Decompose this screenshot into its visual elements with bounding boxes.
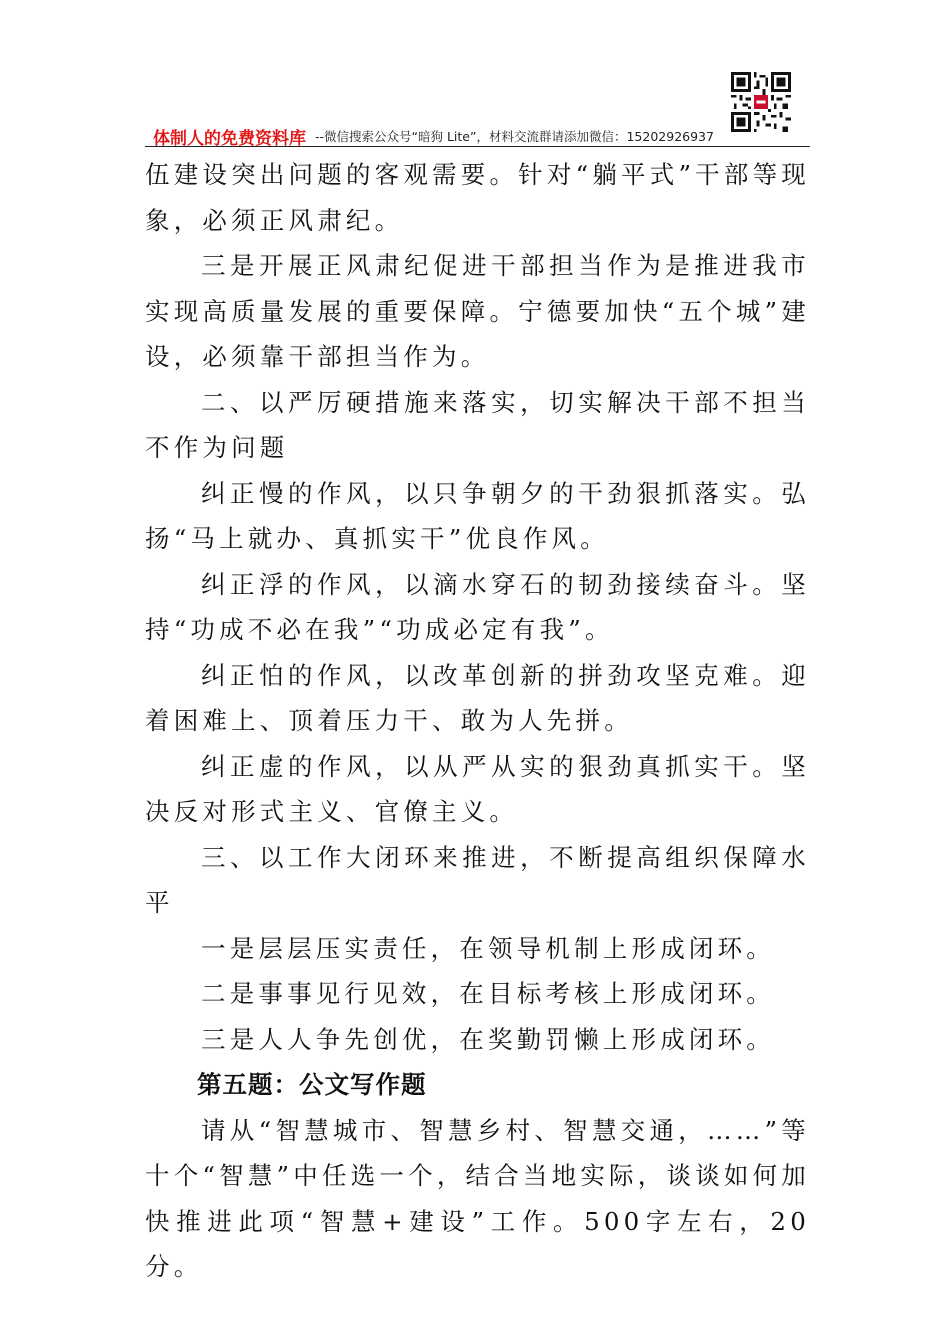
question-text: 请从“智慧城市、智慧乡村、智慧交通，……”等十个“智慧”中任选一个，结合当地实际，谈谈如何加快推进此项“智慧+建设”工作。500字左右，20分。 [145,1115,810,1281]
paragraph: 伍建设突出问题的客观需要。针对“躺平式”干部等现象，必须正风肃纪。 [145,160,810,235]
section-heading: 二、以严厉硬措施来落实，切实解决干部不担当不作为问题 [145,387,810,462]
qr-code-icon [731,72,791,132]
paragraph: 纠正慢的作风，以只争朝夕的干劲狠抓落实。弘扬“马上就办、真抓实干”优良作风。 [145,478,810,553]
header-subtitle: --微信搜索公众号“暗狗 Lite”，材料交流群请添加微信：15202926937 [315,129,714,144]
paragraph: 三是人人争先创优，在奖勤罚懒上形成闭环。 [201,1024,775,1054]
section-heading: 三、以工作大闭环来推进，不断提高组织保障水平 [145,842,810,917]
page-header [145,68,810,149]
paragraph: 纠正怕的作风，以改革创新的拼劲攻坚克难。迎着困难上、顶着压力干、敢为人先拼。 [145,660,810,735]
paragraph: 纠正浮的作风，以滴水穿石的韧劲接续奋斗。坚持“功成不必在我”“功成必定有我”。 [145,569,810,644]
paragraph: 二是事事见行见效，在目标考核上形成闭环。 [201,979,775,1008]
paragraph: 一是层层压实责任，在领导机制上形成闭环。 [201,933,775,963]
document-body [145,152,810,1290]
question-title: 第五题：公文写作题 [197,1070,427,1099]
header-divider [145,146,810,147]
paragraph: 三是开展正风肃纪促进干部担当作为是推进我市实现高质量发展的重要保障。宁德要加快“五个城”建设，必须靠干部担当作为。 [145,251,810,371]
paragraph: 纠正虚的作风，以从严从实的狠劲真抓实干。坚决反对形式主义、官僚主义。 [145,751,810,826]
header-brand: 体制人的免费资料库 [153,129,306,149]
